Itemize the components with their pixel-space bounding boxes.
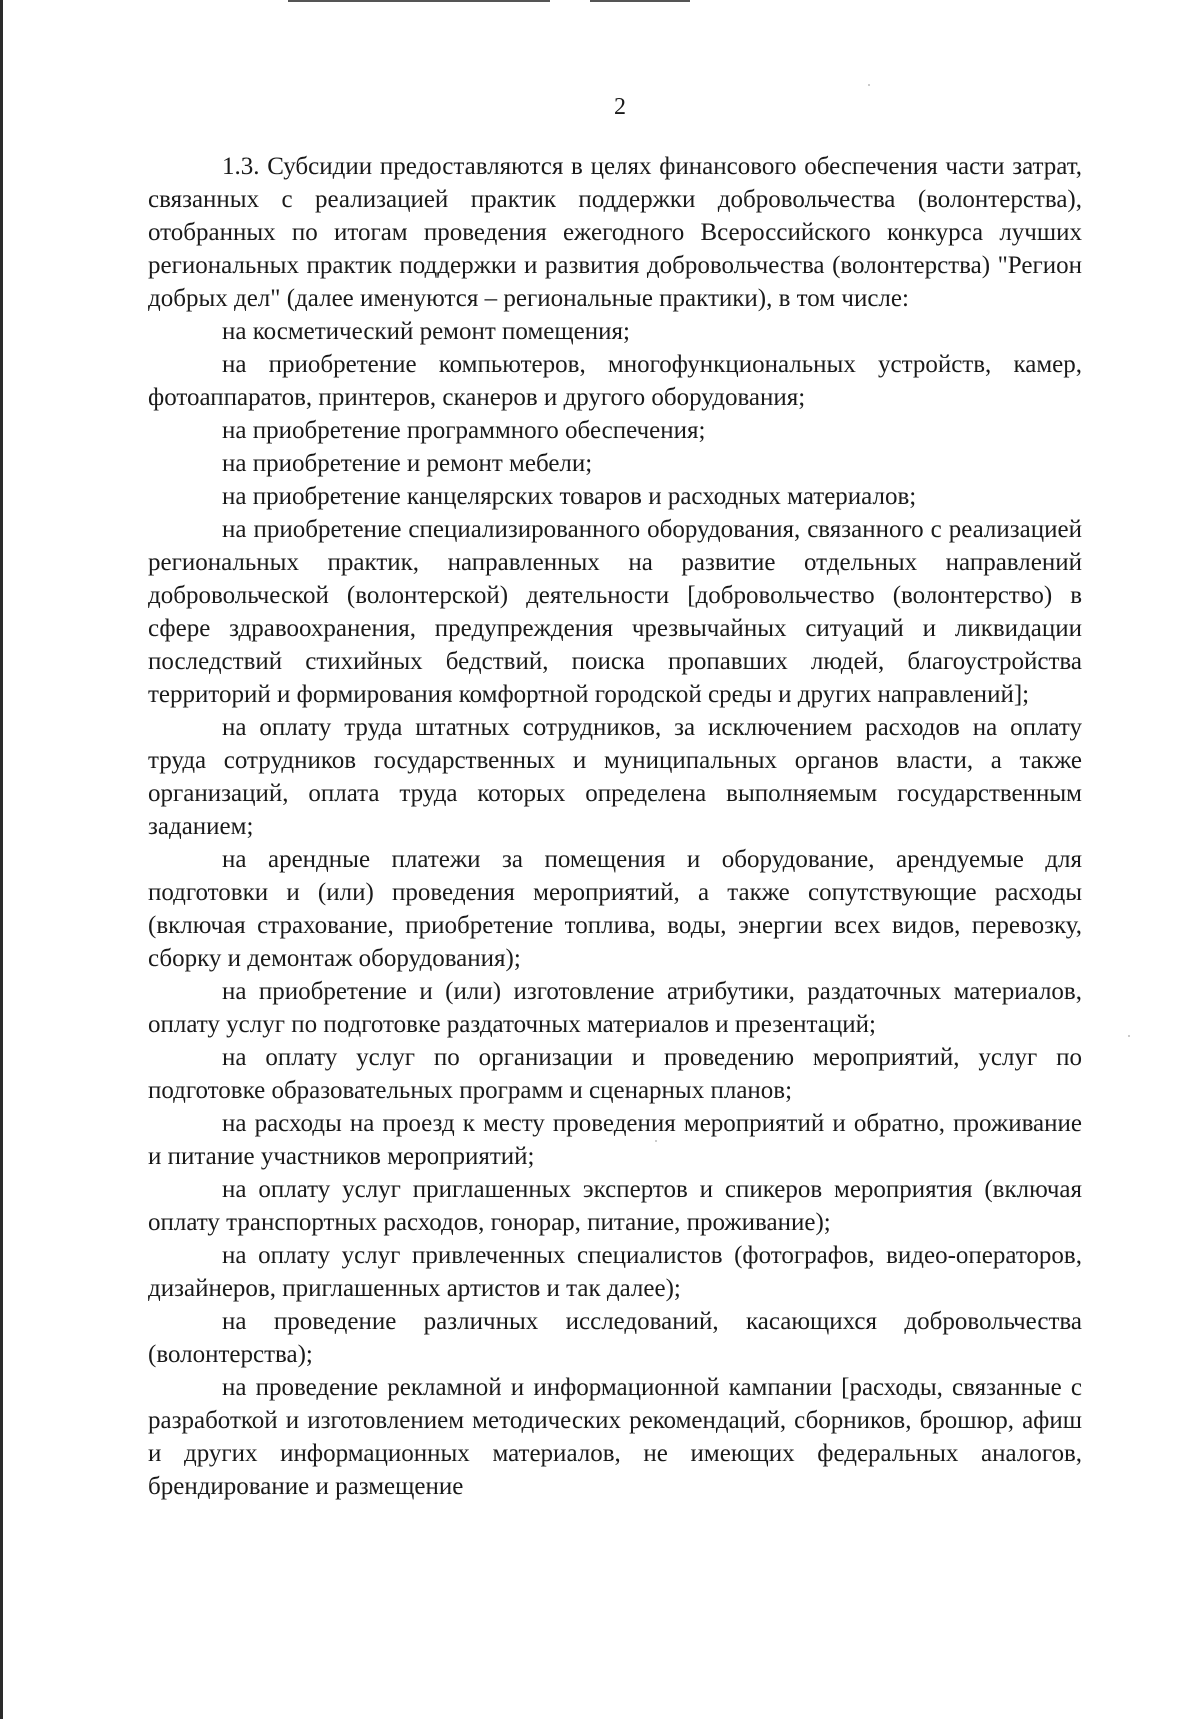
top-cut-line <box>590 0 690 2</box>
paragraph-item: на приобретение компьютеров, многофункциональных устройств, камер, фотоаппаратов, принтеров, сканеров и другого оборудования; <box>148 351 1082 411</box>
scan-speck <box>868 84 870 86</box>
paragraph-item: на приобретение программного обеспечения; <box>222 417 706 444</box>
document-body <box>148 150 1082 1503</box>
paragraph-item: на проведение рекламной и информационной кампании [расходы, связанные с разработкой и изготовлением методических рекомендаций, сборников, брошюр, афиш и других информационных материалов, не имеющих федеральных аналогов, брендирование и размещение <box>148 1374 1082 1500</box>
page-number: 2 <box>614 94 626 120</box>
paragraph-item: на приобретение и (или) изготовление атрибутики, раздаточных материалов, оплату услуг по подготовке раздаточных материалов и презентаций; <box>148 978 1082 1038</box>
scan-left-edge <box>0 0 3 1719</box>
top-cut-line <box>288 0 550 2</box>
paragraph-item: на оплату труда штатных сотрудников, за исключением расходов на оплату труда сотрудников государственных и муниципальных органов власти, а также организаций, оплата труда которых определена выполняемым государственным заданием; <box>148 714 1082 840</box>
paragraph-item: на приобретение специализированного оборудования, связанного с реализацией региональных практик, направленных на развитие отдельных направлений добровольческой (волонтерской) деятельности [добровольчество (волонтерство) в сфере здравоохранения, предупреждения чрезвычайных ситуаций и ликвидации последствий стихийных бедствий, поиска пропавших людей, благоустройства территорий и формирования комфортной городской среды и других направлений]; <box>148 516 1082 708</box>
scan-speck <box>1128 1035 1130 1037</box>
paragraph-item: на проведение различных исследований, касающихся добровольчества (волонтерства); <box>148 1308 1082 1368</box>
paragraph-item: на косметический ремонт помещения; <box>222 318 630 345</box>
paragraph-item: на оплату услуг приглашенных экспертов и спикеров мероприятия (включая оплату транспортных расходов, гонорар, питание, проживание); <box>148 1176 1082 1236</box>
paragraph-item: на оплату услуг привлеченных специалистов (фотографов, видео-операторов, дизайнеров, приглашенных артистов и так далее); <box>148 1242 1082 1302</box>
paragraph-item: на расходы на проезд к месту проведения мероприятий и обратно, проживание и питание участников мероприятий; <box>148 1110 1082 1170</box>
paragraph-item: на арендные платежи за помещения и оборудование, арендуемые для подготовки и (или) проведения мероприятий, а также сопутствующие расходы (включая страхование, приобретение топлива, воды, энергии всех видов, перевозку, сборку и демонтаж оборудования); <box>148 846 1082 972</box>
paragraph-item: на приобретение канцелярских товаров и расходных материалов; <box>222 483 917 510</box>
paragraph-subsidy-purpose: 1.3. Субсидии предоставляются в целях финансового обеспечения части затрат, связанных с реализацией практик поддержки добровольчества (волонтерства), отобранных по итогам проведения ежегодного Всероссийского конкурса лучших региональных практик поддержки и развития добровольчества (волонтерства) "Регион добрых дел" (далее именуются – региональные практики), в том числе: <box>148 153 1082 312</box>
paragraph-item: на приобретение и ремонт мебели; <box>222 450 593 477</box>
paragraph-item: на оплату услуг по организации и проведению мероприятий, услуг по подготовке образовательных программ и сценарных планов; <box>148 1044 1082 1104</box>
